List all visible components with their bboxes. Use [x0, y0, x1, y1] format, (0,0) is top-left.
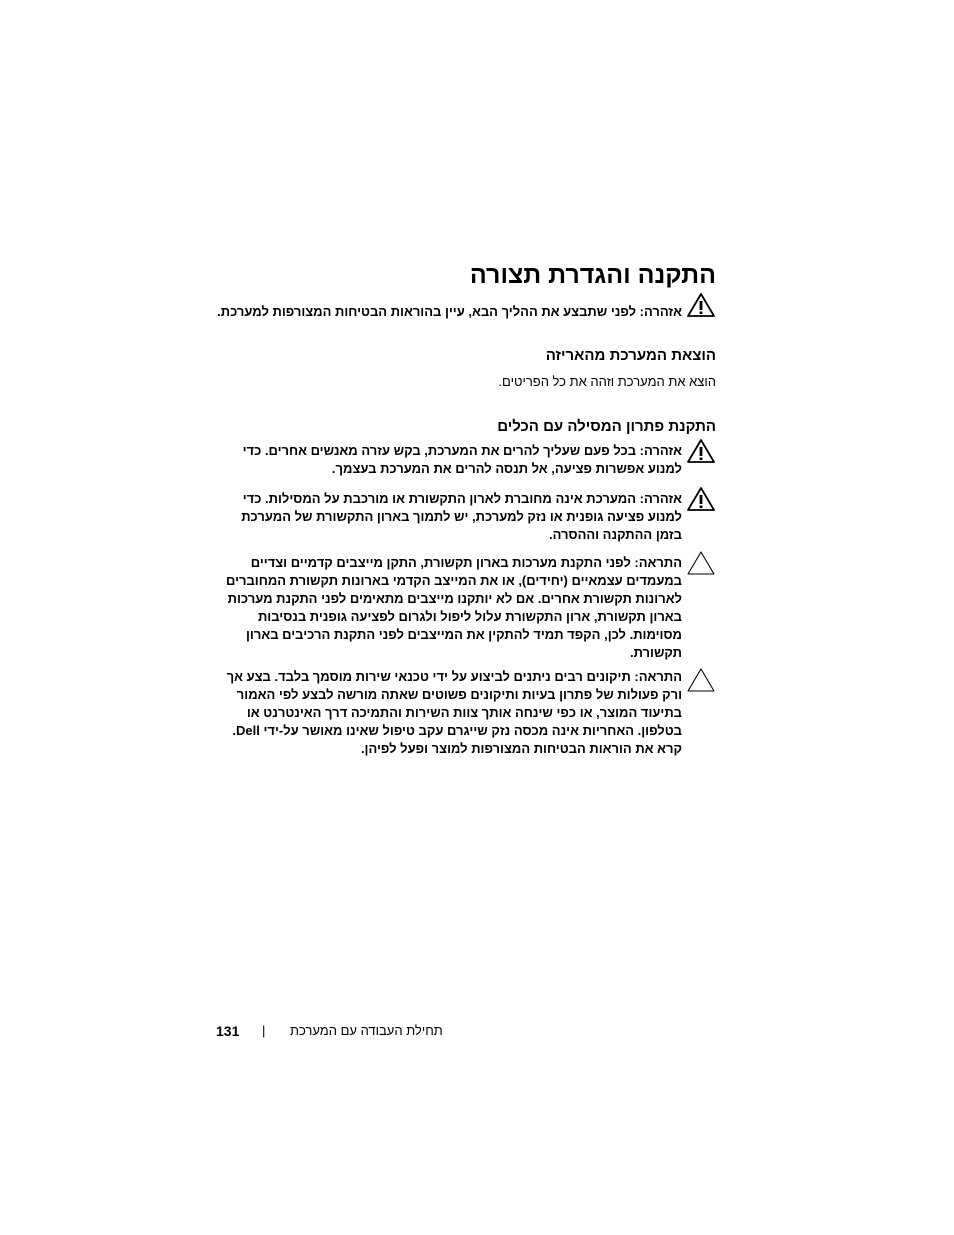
warning-label: אזהרה:: [639, 304, 682, 319]
warning-label: אזהרה:: [639, 443, 682, 458]
footer-title: תחילת העבודה עם המערכת: [290, 1023, 443, 1038]
warning-text: בכל פעם שעליך להרים את המערכת, בקש עזרה מאנשים אחרים. כדי למנוע אפשרות פציעה, אל תנסה להרים את המערכת בעצמך.: [242, 443, 682, 476]
intro-warning: [216, 292, 716, 321]
page-footer: [200, 1020, 480, 1042]
caution-triangle-icon: [686, 550, 716, 576]
warning-text: המערכת אינה מחוברת לארון התקשורת או מורכבת על המסילות. כדי למנוע פציעה גופנית או נזק למערכת, יש לתמוך בארון התקשורת של המערכת בזמן ההתקנה וההסרה.: [241, 491, 682, 542]
unpack-body: הוצא את המערכת וזהה את כל הפריטים.: [498, 374, 716, 389]
caution-text: לפני התקנת מערכות בארון תקשורת, התקן מייצבים קדמיים וצדיים במעמדים עצמאיים (יחידים), או את המייצב הקדמי בארונות תקשורת המחוברים לארונות תקשורת אחרים. אם לא יותקנו מייצבים מתאימים לפני התקנת מערכות בארון תקשורת, ארון התקשורת עלול ליפול ולגרום לפציעה גופנית בנסיבות מסוימות. לכן, הקפד תמיד להתקין את המייצבים לפני התקנת הרכיבים בארון תקשורת.: [225, 555, 682, 660]
warning-text: לפני שתבצע את ההליך הבא, עיין בהוראות הבטיחות המצורפות למערכת.: [217, 304, 637, 319]
section-heading-unpack: הוצאת המערכת מהאריזה: [545, 347, 716, 364]
rails-warning-2: [216, 486, 716, 544]
page-number: 131: [216, 1023, 240, 1039]
page-title: התקנה והגדרת תצורה: [469, 261, 716, 289]
warning-triangle-icon: [686, 292, 716, 318]
caution-triangle-icon: [686, 667, 716, 693]
caution-label: התראה:: [634, 669, 682, 684]
rails-warning-1: [216, 438, 716, 478]
rails-caution-2: [216, 667, 716, 758]
caution-text: תיקונים רבים ניתנים לביצוע על ידי טכנאי שירות מוסמך בלבד. בצע אך ורק פעולות של פתרון בעיות ותיקונים פשוטים שאתה מורשה לבצע לפי האמור בתיעוד המוצר, או כפי שינחה אותך צוות השירות והתמיכה דרך האינטרנט או בטלפון. האחריות אינה מכסה נזק שייגרם עקב טיפול שאינו מאושר על-ידי Dell. קרא את הוראות הבטיחות המצורפות למוצר ופעל לפיהן.: [226, 669, 682, 756]
footer-separator: |: [262, 1023, 266, 1038]
rails-caution-1: [216, 550, 716, 662]
warning-triangle-icon: [686, 438, 716, 464]
warning-triangle-icon: [686, 486, 716, 512]
warning-label: אזהרה:: [639, 491, 682, 506]
caution-label: התראה:: [634, 555, 682, 570]
section-heading-rails: התקנת פתרון המסילה עם הכלים: [497, 418, 716, 435]
